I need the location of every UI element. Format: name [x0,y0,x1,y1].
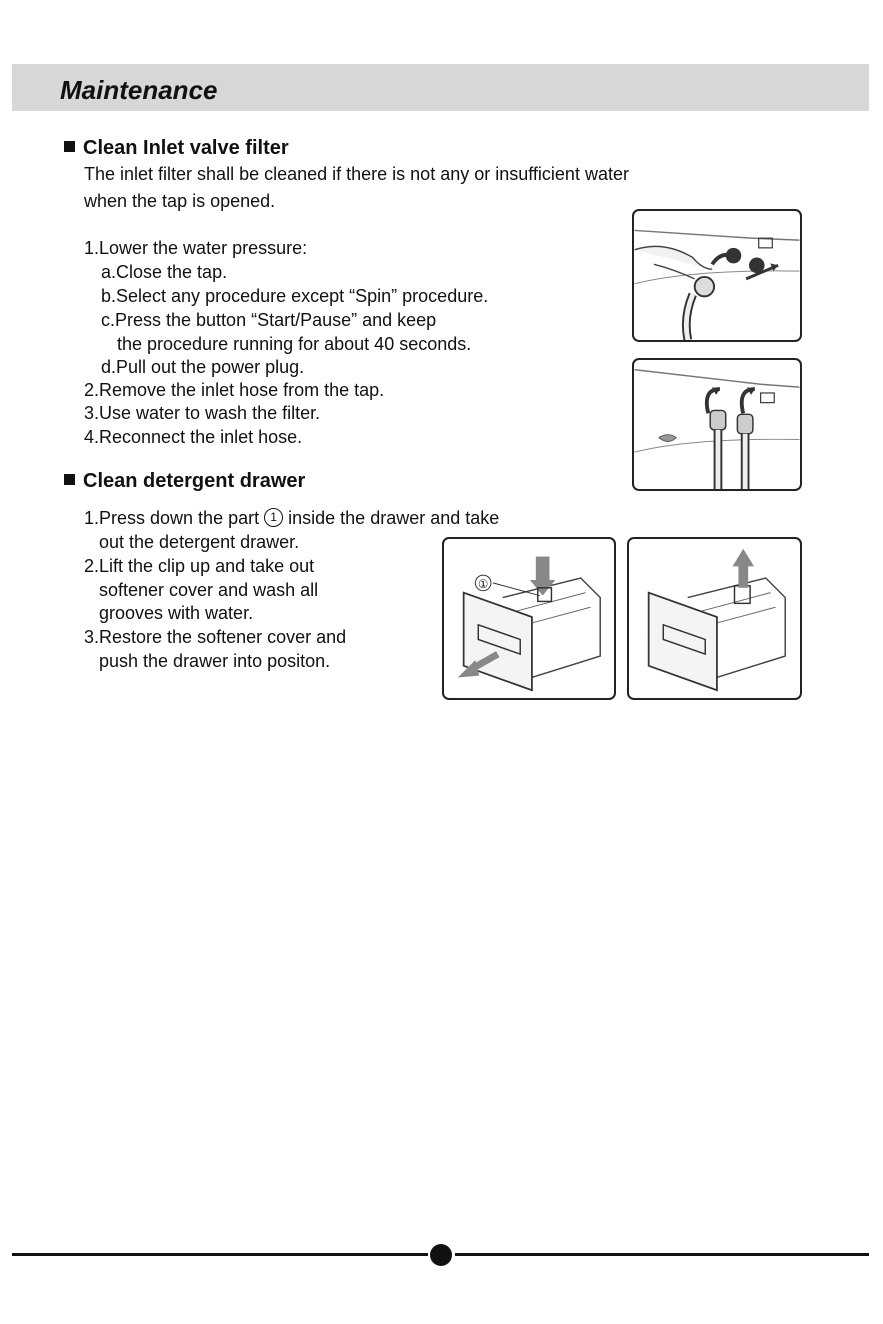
figure-remove-drawer [442,537,616,700]
page-title: Maintenance [60,75,218,105]
clip-lift-illustration [629,539,800,698]
section-title-detergent-drawer-text: Clean detergent drawer [83,470,306,492]
inlet-step-2: 2.Remove the inlet hose from the tap. [84,380,385,400]
footer-rule-left [12,1253,428,1256]
section-title-detergent-drawer [64,468,305,494]
drawer-removal-illustration [444,539,614,698]
square-bullet-icon [64,141,75,152]
inlet-step-1c-cont: the procedure running for about 40 seconds. [117,334,472,354]
inlet-hose-illustration [634,211,800,340]
inlet-step-1: 1.Lower the water pressure: [84,238,308,258]
figure-lift-clip [627,537,802,700]
inlet-step-4: 4.Reconnect the inlet hose. [84,427,303,447]
drawer-step-1-before: 1.Press down the part [84,508,260,528]
drawer-step-2-cont-1: softener cover and wash all [99,580,319,600]
inlet-step-1c: c.Press the button “Start/Pause” and keep [101,310,437,330]
drawer-step-2-cont-2: grooves with water. [99,603,254,623]
drawer-step-1 [84,506,499,530]
drawer-step-3-cont: push the drawer into positon. [99,651,331,671]
filter-illustration [634,360,800,489]
footer-dot-icon [430,1244,452,1266]
inlet-step-1d: d.Pull out the power plug. [101,357,305,377]
figure-remove-inlet-hose [632,209,802,342]
inlet-step-1a: a.Close the tap. [101,262,228,282]
inlet-intro-line-1: The inlet filter shall be cleaned if there is not any or insufficient water [84,164,629,184]
footer-rule-right [455,1253,869,1256]
figure-part-marker: ① [477,576,489,591]
square-bullet-icon [64,474,75,485]
drawer-step-1-after: inside the drawer and take [288,508,500,528]
drawer-step-1-cont: out the detergent drawer. [99,532,300,552]
section-title-inlet-filter-text: Clean Inlet valve filter [83,137,289,159]
inlet-intro-line-2: when the tap is opened. [84,191,276,211]
part-marker: 1 [264,508,283,527]
section-title-inlet-filter [64,135,289,161]
inlet-step-1b: b.Select any procedure except “Spin” procedure. [101,286,489,306]
drawer-step-2: 2.Lift the clip up and take out [84,556,315,576]
figure-wash-filter [632,358,802,491]
drawer-step-3: 3.Restore the softener cover and [84,627,347,647]
inlet-step-3: 3.Use water to wash the filter. [84,403,321,423]
